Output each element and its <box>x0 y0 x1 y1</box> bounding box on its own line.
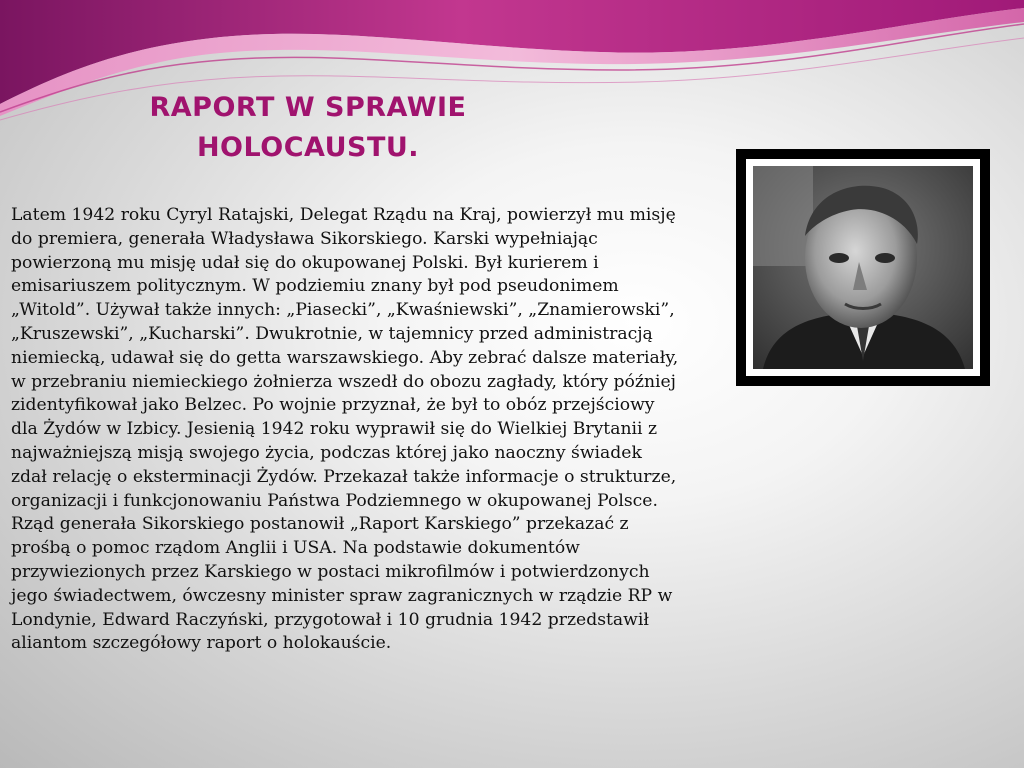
portrait-photo <box>746 159 980 376</box>
portrait-frame <box>736 149 990 386</box>
body-paragraph: Latem 1942 roku Cyryl Ratajski, Delegat Rządu na Kraj, powierzył mu misję do premiera, generała Władysława Sikorskiego. Karski wypełniając powierzoną mu misję udał się do okupowanej Polski. Był kurierem i emisariuszem politycznym. W podziemiu znany był pod pseudonimem „Witold”. Używał także innych: „Piasecki”, „Kwaśniewski”, „Znamierowski”, „Kruszewski”, „Kucharski”. Dwukrotnie, w tajemnicy przed administracją niemiecką, udawał się do getta warszawskiego. Aby zebrać dalsze materiały, w przebraniu niemieckiego żołnierza wszedł do obozu zagłady, który później zidentyfikował jako Belzec. Po wojnie przyznał, że był to obóz przejściowy dla Żydów w Izbicy. Jesienią 1942 roku wyprawił się do Wielkiej Brytanii z najważniejszą misją swojego życia, podczas której jako naoczny świadek zdał relację o eksterminacji Żydów. Przekazał także informacje o strukturze, organizacji i funkcjonowaniu Państwa Podziemnego w okupowanej Polsce. Rząd generała Sikorskiego postanowił „Raport Karskiego” przekazać z prośbą o pomoc rządom Anglii i USA. Na podstawie dokumentów przywiezionych przez Karskiego w postaci mikrofilmów i potwierdzonych jego świadectwem, ówczesny minister spraw zagranicznych w rządzie RP w Londynie, Edward Raczyński, przygotował i 10 grudnia 1942 przedstawił aliantom szczegółowy raport o holokauście. <box>11 205 679 654</box>
slide-title <box>108 88 508 168</box>
title-line-2: HOLOCAUSTU. <box>196 132 420 163</box>
portrait-photo-icon <box>753 166 973 369</box>
title-line-1: RAPORT W SPRAWIE <box>149 92 467 123</box>
